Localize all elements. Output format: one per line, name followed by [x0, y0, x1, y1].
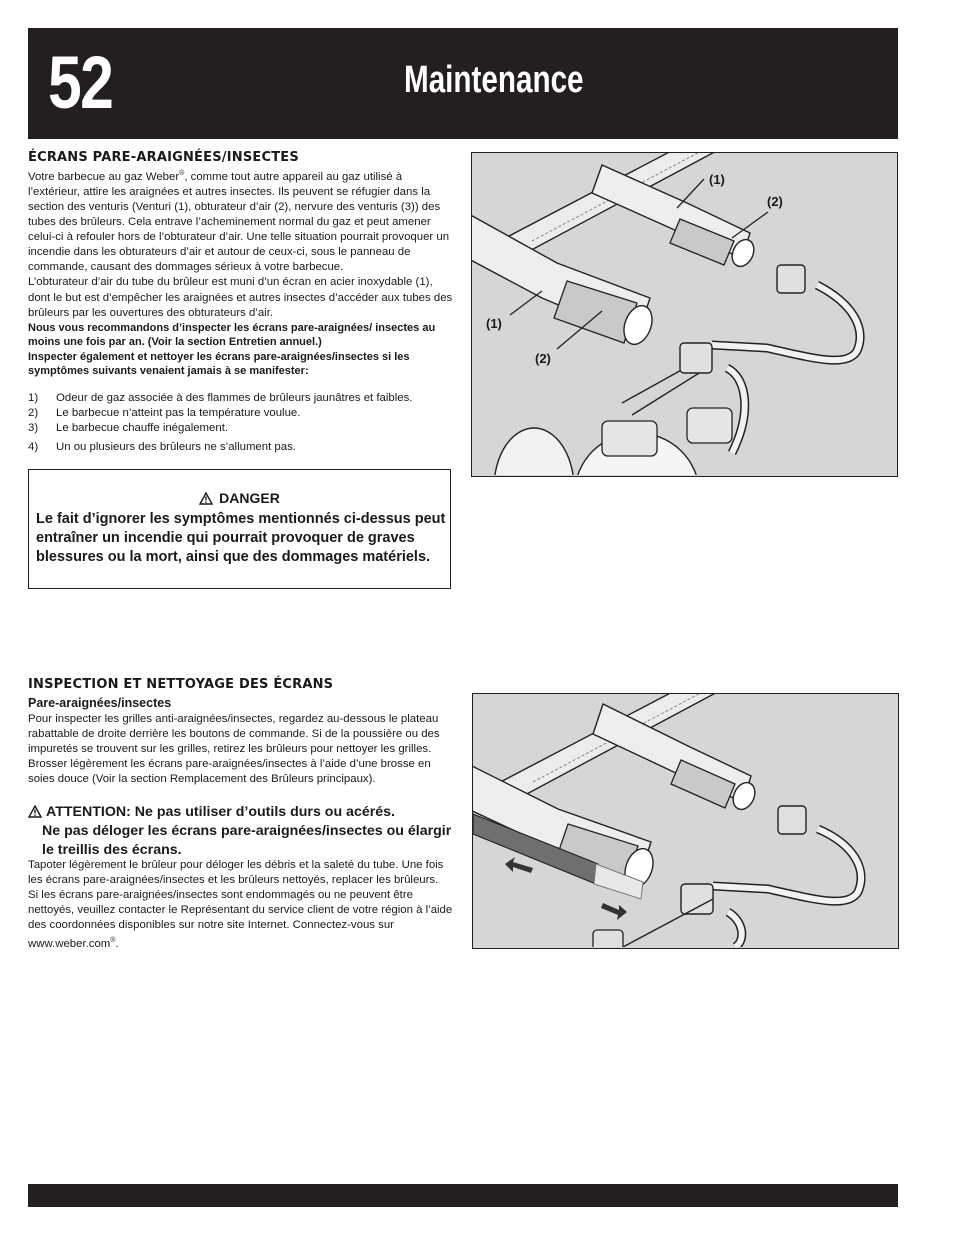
- arrow-right-icon: [601, 903, 627, 920]
- section2-para4: [28, 888, 454, 952]
- list-item-number: 2): [28, 407, 39, 419]
- section-heading-screens: ÉCRANS PARE-ARAIGNÉES/INSECTES: [28, 150, 299, 165]
- list-item: [28, 421, 454, 440]
- warning-triangle-icon: [28, 805, 42, 818]
- brush-cleaning-illustration: [473, 694, 897, 947]
- figure-burner-venturi: [471, 152, 898, 477]
- section1-para2: L’obturateur d’air du tube du brûleur est muni d’un écran en acier inoxydable (1), dont le but est d’empêcher les araignées et autres insectes d’accéder aux tubes des brûleurs par les ouvertures des obturateurs d’air.: [28, 276, 453, 319]
- section1-bold-inspect: Inspecter également et nettoyer les écrans pare-araignées/insectes si les symptômes suivants venaient jamais à se manifester:: [28, 350, 410, 378]
- list-item-number: 4): [28, 441, 39, 453]
- section2-body-bottom: [28, 858, 454, 952]
- section1-body: [28, 166, 454, 379]
- list-item-number: 1): [28, 392, 39, 404]
- danger-title-text: DANGER: [219, 490, 280, 506]
- list-item-text: Le barbecue chauffe inégalement.: [56, 422, 229, 434]
- section2-para1: Pour inspecter les grilles anti-araignées/insectes, regardez au-dessous le plateau rabattable de droite derrière les boutons de commande. Si de la poussière ou des impuretés se trouvent sur les grilles, retirez les brûleurs pour nettoyer les grilles.: [28, 713, 440, 756]
- section2-para2: Brosser légèrement les écrans pare-araignées/insectes à l’aide d’une brosse en soies douce (Voir la section Remplacement des Brûleurs principaux).: [28, 758, 431, 786]
- list-item-text: Un ou plusieurs des brûleurs ne s’allument pas.: [56, 441, 296, 453]
- symptoms-list: [28, 391, 454, 455]
- para1-text-a: Votre barbecue au gaz Weber: [28, 170, 180, 183]
- attention-notice: [28, 803, 458, 860]
- section1-bold-recommendation: Nous vous recommandons d’inspecter les écrans pare-araignées/ insectes au moins une fois par an. (Voir la section Entretien annuel.): [28, 321, 436, 349]
- page-footer-bar: [28, 1184, 898, 1207]
- attention-line1: [28, 804, 395, 820]
- para1-text-b: , comme tout autre appareil au gaz utilisé à l’extérieur, attire les araignées et autres insectes. Ils peuvent se réfugier dans la section des venturis (Venturi (1), obturateur d’air (2), nervure des venturis (3)) des tubes des brûleurs. Cela entrave l’acheminement normal du gaz et peut amener celui-ci à refouler hors de l’obturateur d’air. Une telle situation pourrait provoquer un incendie dans les obturateurs d’air et autour de ceux-ci, sous le panneau de commande, causant des dommages sérieux à votre barbecue.: [28, 170, 450, 274]
- list-item: [28, 391, 454, 406]
- callout-label: (2): [535, 351, 551, 366]
- callout-label: (1): [486, 316, 502, 331]
- callout-label: (2): [767, 194, 783, 209]
- danger-title: [29, 490, 450, 506]
- list-item-number: 3): [28, 422, 39, 434]
- page-number: 52: [48, 41, 113, 124]
- registered-mark: ®: [179, 170, 185, 177]
- attention-line2: Ne pas déloger les écrans pare-araignées/insectes ou élargir le treillis des écrans.: [42, 823, 452, 858]
- section1-para1: [28, 166, 454, 275]
- attention-line1-text: ATTENTION: Ne pas utiliser d’outils durs ou acérés.: [46, 804, 395, 820]
- registered-mark: ®: [110, 937, 116, 945]
- page-header: [28, 28, 898, 139]
- list-item: [28, 440, 454, 455]
- arrow-left-icon: [505, 857, 533, 873]
- section-heading-inspection: INSPECTION ET NETTOYAGE DES ÉCRANS: [28, 677, 334, 692]
- section2-para3: Tapoter légèrement le brûleur pour déloger les débris et la saleté du tube. Une fois les écrans pare-araignées/insectes et les brûleurs nettoyés, replacer les brûleurs.: [28, 859, 444, 887]
- para4-text-a: Si les écrans pare-araignées/insectes sont endommagés ou ne peuvent être nettoyés, veuillez contacter le Représentant du service client de votre région à l’aide des coordonnées disponibles sur notre site Internet. Connectez-vous sur www.weber.com: [28, 889, 453, 951]
- callout-label: (1): [709, 172, 725, 187]
- section2-body-top: [28, 712, 454, 787]
- danger-text: Le fait d’ignorer les symptômes mentionnés ci-dessus peut entraîner un incendie qui pourrait provoquer de graves blessures ou la mort, ainsi que des dommages matériels.: [36, 511, 446, 565]
- list-item-text: Odeur de gaz associée à des flammes de brûleurs jaunâtres et faibles.: [56, 392, 413, 404]
- burner-illustration: [472, 153, 896, 475]
- warning-triangle-icon: [199, 492, 213, 505]
- figure-brush-cleaning: [472, 693, 899, 949]
- list-item-text: Le barbecue n’atteint pas la température voulue.: [56, 407, 301, 419]
- page-title: Maintenance: [404, 59, 584, 101]
- list-item: [28, 406, 454, 421]
- danger-box: [28, 469, 451, 589]
- subheading-screens: Pare-araignées/insectes: [28, 696, 172, 710]
- para4-text-b: .: [115, 938, 119, 951]
